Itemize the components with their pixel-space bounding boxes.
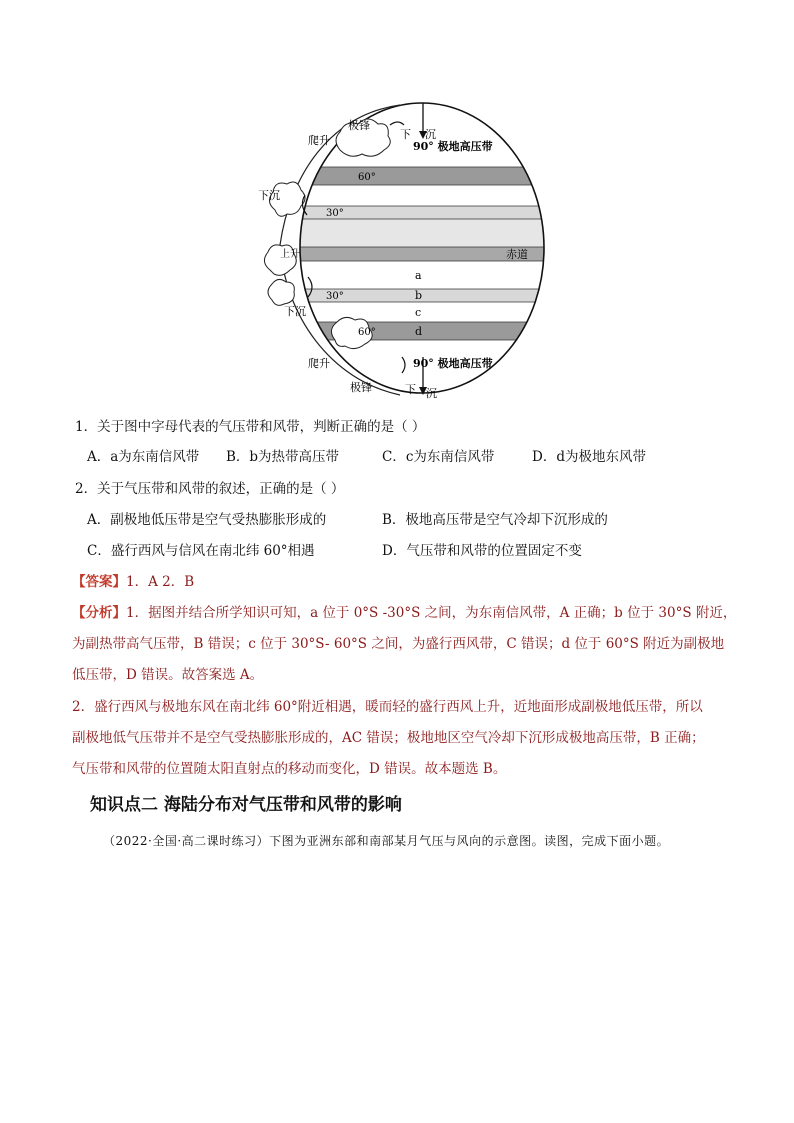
label-sink-top-1: 下 xyxy=(400,128,411,141)
label-polar-front-bottom: 极锋 xyxy=(350,381,372,394)
label-lat60-top: 60° xyxy=(358,172,376,183)
q2-option-a: A．副极地低压带是空气受热膨胀形成的 xyxy=(87,512,327,528)
label-rise: 上升 xyxy=(280,249,300,260)
label-polar-high-top: 90° 极地高压带 xyxy=(413,140,493,153)
q1-option-d: D．d为极地东风带 xyxy=(532,449,646,465)
q2-option-b: B．极地高压带是空气冷却下沉形成的 xyxy=(382,512,608,528)
q1-stem: 1．关于图中字母代表的气压带和风带，判断正确的是（ ） xyxy=(75,419,426,435)
label-d: d xyxy=(415,325,423,338)
band-60n xyxy=(290,167,550,185)
label-climb-top: 爬升 xyxy=(308,134,330,147)
analysis-p1-l3: 低压带，D 错误。故答案选 A。 xyxy=(72,667,264,683)
answer-text: 1．A 2．B xyxy=(126,574,195,590)
answer-line xyxy=(72,570,794,590)
label-climb-bottom: 爬升 xyxy=(308,357,330,370)
label-sink-bottom: 下 xyxy=(405,383,416,396)
label-b: b xyxy=(415,289,423,302)
analysis-p2-l1: 2．盛行西风与极地东风在南北纬 60°附近相遇，暖而轻的盛行西风上升，近地面形成副极地低压带，所以 xyxy=(72,699,703,715)
label-lat30-bottom: 30° xyxy=(326,291,344,302)
label-c: c xyxy=(415,306,422,319)
section-title: 知识点二 海陆分布对气压带和风带的影响 xyxy=(90,795,402,815)
label-polar-high-bottom: 90° 极地高压带 xyxy=(413,357,493,370)
label-polar-front-top: 极锋 xyxy=(348,119,370,132)
label-a: a xyxy=(415,269,422,282)
pressure-wind-belt-diagram xyxy=(250,95,550,400)
section-source: （2022·全国·高二课时练习）下图为亚洲东部和南部某月气压与风向的示意图。读图，完成下面小题。 xyxy=(103,834,670,848)
q2-option-c: C．盛行西风与信风在南北纬 60°相遇 xyxy=(87,543,315,559)
label-sink-bottom-2: 沉 xyxy=(426,387,437,400)
analysis-p1-l1: 1．据图并结合所学知识可知，a 位于 0°S -30°S 之间，为东南信风带，A 正确；b 位于 30°S 附近， xyxy=(126,605,737,621)
analysis-line-1 xyxy=(72,601,794,621)
q1-option-c: C．c为东南信风带 xyxy=(382,449,495,465)
band-eq-light xyxy=(290,219,550,247)
answer-tag: 【答案】 xyxy=(72,574,126,590)
analysis-p2-l3: 气压带和风带的位置随太阳直射点的移动而变化，D 错误。故本题选 B。 xyxy=(72,761,507,777)
q1-option-a: A．a为东南信风带 xyxy=(87,449,200,465)
label-sink-top-2: 沉 xyxy=(425,128,436,141)
label-sink-mid-bottom: 下沉 xyxy=(284,305,306,318)
q2-option-d: D．气压带和风带的位置固定不变 xyxy=(382,543,582,559)
label-lat60-bottom: 60° xyxy=(358,327,376,338)
q1-option-b: B．b为热带高压带 xyxy=(226,449,340,465)
analysis-tag: 【分析】 xyxy=(72,605,126,621)
label-equator: 赤道 xyxy=(506,248,528,261)
q2-stem: 2．关于气压带和风带的叙述，正确的是（ ） xyxy=(75,481,345,497)
label-sink-mid-top: 下沉 xyxy=(258,189,280,202)
analysis-p1-l2: 为副热带高气压带，B 错误；c 位于 30°S- 60°S 之间，为盛行西风带，C 错误；d 位于 60°S 附近为副极地 xyxy=(72,636,725,652)
label-lat30-top: 30° xyxy=(326,208,344,219)
analysis-p2-l2: 副极地低气压带并不是空气受热膨胀形成的，AC 错误；极地地区空气冷却下沉形成极地高压带，B 正确； xyxy=(72,730,705,746)
